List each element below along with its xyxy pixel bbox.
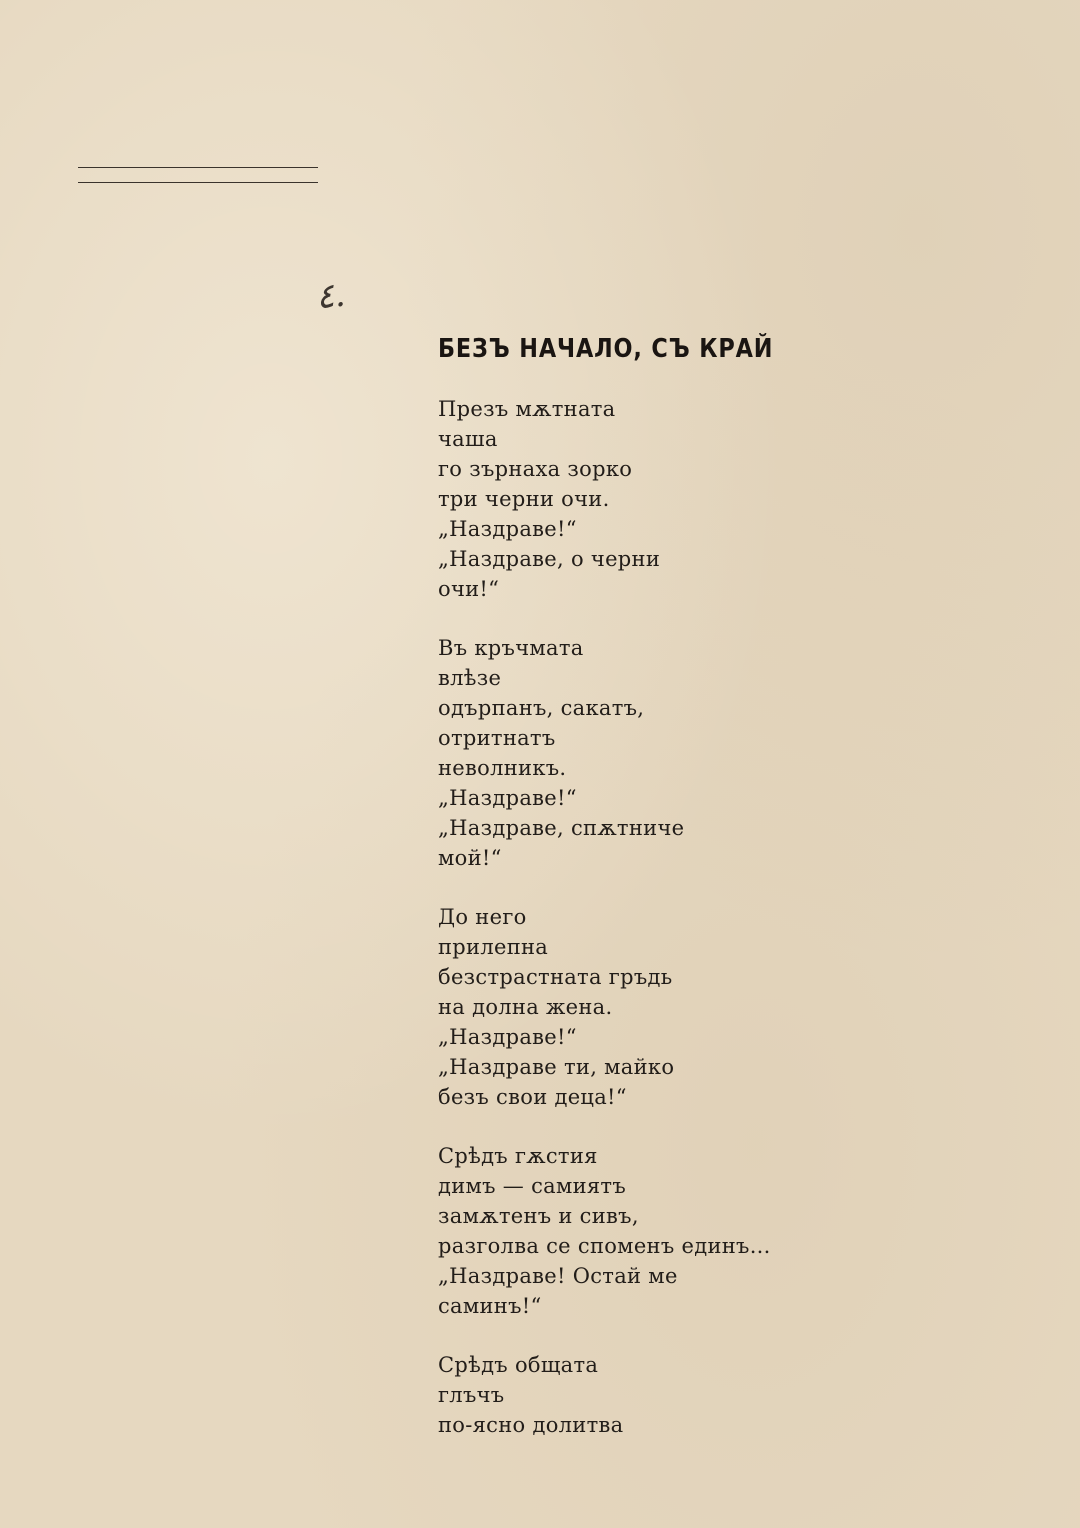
poem-line: одърпанъ, сакатъ, — [438, 696, 645, 720]
poem-line: Въ кръчмата — [438, 636, 584, 660]
poem-line: Срѣдъ общата — [438, 1353, 599, 1377]
poem-line: отритнатъ — [438, 726, 556, 750]
poem-title: БЕЗЪ НАЧАЛО, СЪ КРАЙ — [438, 334, 774, 364]
poem-line: „Наздраве, о черни — [438, 547, 661, 571]
poem-line: прилепна — [438, 935, 549, 959]
poem-line: „Наздраве! Остай ме — [438, 1264, 678, 1288]
stanza-3 — [438, 902, 838, 1112]
handwritten-page-mark: ٤. — [313, 274, 348, 318]
poem-line: на долна жена. — [438, 995, 613, 1019]
poem-line: по-ясно долитва — [438, 1413, 624, 1437]
poem-line: очи!“ — [438, 577, 500, 601]
poem-line: димъ — самиятъ — [438, 1174, 627, 1198]
poem-line: чаша — [438, 427, 498, 451]
stanza-2 — [438, 633, 838, 873]
decorative-rule-top — [78, 167, 318, 168]
poem-body — [438, 394, 838, 1469]
poem-line: „Наздраве!“ — [438, 786, 577, 810]
poem-line: глъчъ — [438, 1383, 505, 1407]
poem-line: „Наздраве ти, майко — [438, 1055, 675, 1079]
poem-line: „Наздраве, спѫтниче — [438, 816, 685, 840]
poem-line: го зърнаха зорко — [438, 457, 633, 481]
poem-line: До него — [438, 905, 527, 929]
poem-line: мой!“ — [438, 846, 502, 870]
poem-line: разголва се споменъ единъ... — [438, 1234, 771, 1258]
poem-line: три черни очи. — [438, 487, 610, 511]
poem-line: замѫтенъ и сивъ, — [438, 1204, 639, 1228]
poem-line: Срѣдъ гѫстия — [438, 1144, 598, 1168]
poem-line: неволникъ. — [438, 756, 567, 780]
decorative-rule-bottom — [78, 182, 318, 183]
stanza-1 — [438, 394, 838, 604]
stanza-5 — [438, 1350, 838, 1440]
poem-line: „Наздраве!“ — [438, 1025, 577, 1049]
poem-line: Презъ мѫтната — [438, 397, 616, 421]
poem-line: влѣзе — [438, 666, 502, 690]
poem-line: безъ свои деца!“ — [438, 1085, 627, 1109]
stanza-4 — [438, 1141, 838, 1321]
poem-line: „Наздраве!“ — [438, 517, 577, 541]
poem-line: безстрастната гръдь — [438, 965, 673, 989]
poem-line: саминъ!“ — [438, 1294, 542, 1318]
